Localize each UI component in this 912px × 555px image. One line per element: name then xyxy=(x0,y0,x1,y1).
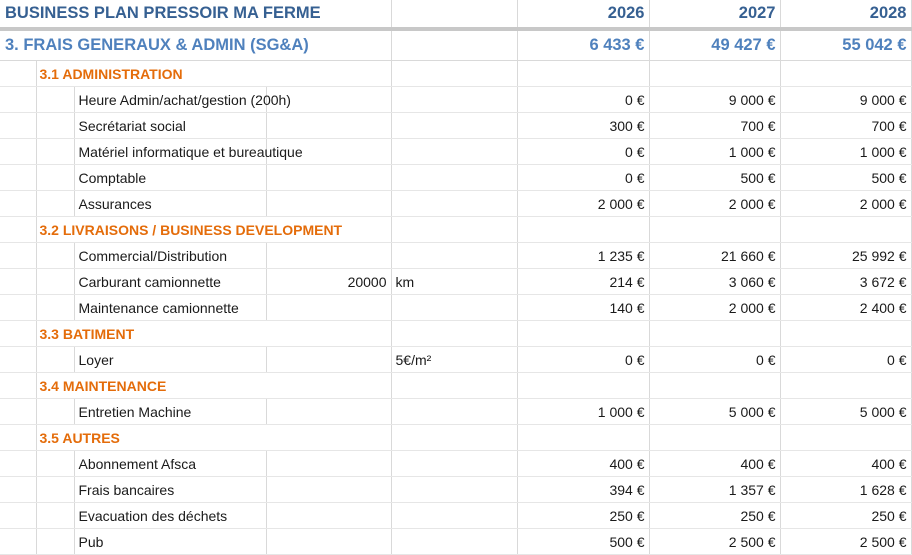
item-value-2027[interactable]: 3 060 € xyxy=(649,269,780,295)
item-row xyxy=(0,139,911,165)
item-value-2027[interactable]: 5 000 € xyxy=(649,399,780,425)
item-value-2028[interactable]: 2 400 € xyxy=(780,295,911,321)
item-value-2027[interactable]: 21 660 € xyxy=(649,243,780,269)
header-empty-cell[interactable] xyxy=(391,0,517,29)
item-value-2026[interactable]: 1 000 € xyxy=(517,399,649,425)
item-label[interactable]: Secrétariat social xyxy=(74,113,266,139)
item-value-2028[interactable]: 400 € xyxy=(780,451,911,477)
year-2027-header[interactable]: 2027 xyxy=(649,0,780,29)
item-unit[interactable]: km xyxy=(391,269,517,295)
indent-cell[interactable] xyxy=(36,269,74,295)
indent-cell[interactable] xyxy=(0,503,36,529)
empty-cell[interactable] xyxy=(780,61,911,87)
item-unit[interactable] xyxy=(391,477,517,503)
empty-cell[interactable] xyxy=(649,61,780,87)
indent-cell[interactable] xyxy=(0,139,36,165)
indent-cell[interactable] xyxy=(36,451,74,477)
item-quantity[interactable]: 20000 xyxy=(266,269,391,295)
item-unit[interactable] xyxy=(391,399,517,425)
item-label[interactable]: Matériel informatique et bureautique xyxy=(74,139,266,165)
item-row xyxy=(0,347,911,373)
item-value-2028[interactable]: 2 500 € xyxy=(780,529,911,555)
item-value-2028[interactable]: 5 000 € xyxy=(780,399,911,425)
empty-cell[interactable] xyxy=(517,61,649,87)
empty-cell[interactable] xyxy=(391,425,517,451)
item-quantity[interactable] xyxy=(266,503,391,529)
item-value-2026[interactable]: 300 € xyxy=(517,113,649,139)
indent-cell[interactable] xyxy=(36,243,74,269)
item-value-2026[interactable]: 394 € xyxy=(517,477,649,503)
item-row xyxy=(0,399,911,425)
empty-cell[interactable] xyxy=(649,321,780,347)
empty-cell[interactable] xyxy=(649,217,780,243)
indent-cell[interactable] xyxy=(0,87,36,113)
indent-cell[interactable] xyxy=(36,87,74,113)
item-unit[interactable] xyxy=(391,139,517,165)
item-quantity[interactable] xyxy=(266,529,391,555)
section-row xyxy=(0,217,911,243)
section-label[interactable]: 3.5 AUTRES xyxy=(36,425,391,451)
section-label[interactable]: 3.1 ADMINISTRATION xyxy=(36,61,391,87)
item-row xyxy=(0,295,911,321)
sheet-title[interactable]: BUSINESS PLAN PRESSOIR MA FERME xyxy=(0,0,391,29)
item-row xyxy=(0,165,911,191)
item-value-2027[interactable]: 500 € xyxy=(649,165,780,191)
section-label[interactable]: 3.3 BATIMENT xyxy=(36,321,391,347)
empty-cell[interactable] xyxy=(517,373,649,399)
indent-cell[interactable] xyxy=(0,191,36,217)
item-label[interactable]: Commercial/Distribution xyxy=(74,243,266,269)
indent-cell[interactable] xyxy=(36,191,74,217)
item-quantity[interactable] xyxy=(266,191,391,217)
item-value-2026[interactable]: 0 € xyxy=(517,87,649,113)
total-2027[interactable]: 49 427 € xyxy=(649,29,780,61)
item-label[interactable]: Maintenance camionnette xyxy=(74,295,266,321)
total-2028[interactable]: 55 042 € xyxy=(780,29,911,61)
indent-cell[interactable] xyxy=(0,269,36,295)
total-2026[interactable]: 6 433 € xyxy=(517,29,649,61)
empty-cell[interactable] xyxy=(391,61,517,87)
empty-cell[interactable] xyxy=(780,217,911,243)
item-quantity[interactable] xyxy=(266,399,391,425)
indent-cell[interactable] xyxy=(36,399,74,425)
indent-cell[interactable] xyxy=(0,113,36,139)
header-row xyxy=(0,0,911,29)
indent-cell[interactable] xyxy=(36,529,74,555)
item-unit[interactable] xyxy=(391,87,517,113)
indent-cell[interactable] xyxy=(0,477,36,503)
item-value-2026[interactable]: 250 € xyxy=(517,503,649,529)
item-value-2027[interactable]: 9 000 € xyxy=(649,87,780,113)
item-unit[interactable] xyxy=(391,503,517,529)
empty-cell[interactable] xyxy=(517,217,649,243)
item-label[interactable]: Carburant camionnette xyxy=(74,269,266,295)
item-label[interactable]: Heure Admin/achat/gestion (200h) xyxy=(74,87,266,113)
indent-cell[interactable] xyxy=(36,165,74,191)
item-value-2027[interactable]: 2 500 € xyxy=(649,529,780,555)
item-value-2027[interactable]: 1 357 € xyxy=(649,477,780,503)
total-label[interactable]: 3. FRAIS GENERAUX & ADMIN (SG&A) xyxy=(0,29,391,61)
item-value-2026[interactable]: 0 € xyxy=(517,347,649,373)
item-value-2028[interactable]: 1 000 € xyxy=(780,139,911,165)
item-value-2027[interactable]: 1 000 € xyxy=(649,139,780,165)
item-label[interactable]: Pub xyxy=(74,529,266,555)
item-label[interactable]: Evacuation des déchets xyxy=(74,503,266,529)
item-row xyxy=(0,113,911,139)
item-quantity[interactable] xyxy=(266,295,391,321)
section-label[interactable]: 3.2 LIVRAISONS / BUSINESS DEVELOPMENT xyxy=(36,217,391,243)
item-quantity[interactable] xyxy=(266,243,391,269)
indent-cell[interactable] xyxy=(36,347,74,373)
indent-cell[interactable] xyxy=(0,399,36,425)
item-unit[interactable]: 5€/m² xyxy=(391,347,517,373)
item-value-2027[interactable]: 2 000 € xyxy=(649,295,780,321)
item-value-2026[interactable]: 214 € xyxy=(517,269,649,295)
item-row xyxy=(0,503,911,529)
empty-cell[interactable] xyxy=(780,425,911,451)
section-row xyxy=(0,373,911,399)
item-value-2028[interactable]: 9 000 € xyxy=(780,87,911,113)
item-value-2028[interactable]: 3 672 € xyxy=(780,269,911,295)
indent-cell[interactable] xyxy=(0,451,36,477)
empty-cell[interactable] xyxy=(649,373,780,399)
section-row xyxy=(0,425,911,451)
item-unit[interactable] xyxy=(391,451,517,477)
item-unit[interactable] xyxy=(391,529,517,555)
indent-cell[interactable] xyxy=(0,373,36,399)
item-value-2026[interactable]: 0 € xyxy=(517,139,649,165)
item-quantity[interactable] xyxy=(266,113,391,139)
item-row xyxy=(0,87,911,113)
item-row xyxy=(0,529,911,555)
item-label[interactable]: Comptable xyxy=(74,165,266,191)
indent-cell[interactable] xyxy=(36,295,74,321)
item-value-2026[interactable]: 500 € xyxy=(517,529,649,555)
indent-cell[interactable] xyxy=(36,503,74,529)
item-value-2028[interactable]: 0 € xyxy=(780,347,911,373)
section-label[interactable]: 3.4 MAINTENANCE xyxy=(36,373,391,399)
indent-cell[interactable] xyxy=(0,165,36,191)
item-label[interactable]: Assurances xyxy=(74,191,266,217)
item-label[interactable]: Frais bancaires xyxy=(74,477,266,503)
item-value-2026[interactable]: 140 € xyxy=(517,295,649,321)
year-2028-header[interactable]: 2028 xyxy=(780,0,911,29)
item-value-2026[interactable]: 400 € xyxy=(517,451,649,477)
total-empty-cell[interactable] xyxy=(391,29,517,61)
item-row xyxy=(0,269,911,295)
item-value-2027[interactable]: 700 € xyxy=(649,113,780,139)
item-value-2028[interactable]: 2 000 € xyxy=(780,191,911,217)
year-2026-header[interactable]: 2026 xyxy=(517,0,649,29)
indent-cell[interactable] xyxy=(0,425,36,451)
indent-cell[interactable] xyxy=(0,217,36,243)
item-unit[interactable] xyxy=(391,165,517,191)
indent-cell[interactable] xyxy=(36,113,74,139)
item-unit[interactable] xyxy=(391,295,517,321)
indent-cell[interactable] xyxy=(0,321,36,347)
section-row xyxy=(0,321,911,347)
item-row xyxy=(0,191,911,217)
item-unit[interactable] xyxy=(391,243,517,269)
item-quantity[interactable] xyxy=(266,165,391,191)
indent-cell[interactable] xyxy=(0,243,36,269)
item-value-2027[interactable]: 0 € xyxy=(649,347,780,373)
item-row xyxy=(0,243,911,269)
indent-cell[interactable] xyxy=(0,347,36,373)
item-unit[interactable] xyxy=(391,191,517,217)
section-row xyxy=(0,61,911,87)
indent-cell[interactable] xyxy=(0,295,36,321)
empty-cell[interactable] xyxy=(780,321,911,347)
empty-cell[interactable] xyxy=(780,373,911,399)
empty-cell[interactable] xyxy=(517,425,649,451)
item-value-2026[interactable]: 1 235 € xyxy=(517,243,649,269)
item-quantity[interactable] xyxy=(266,477,391,503)
item-row xyxy=(0,451,911,477)
item-quantity[interactable] xyxy=(266,451,391,477)
item-value-2027[interactable]: 250 € xyxy=(649,503,780,529)
item-value-2027[interactable]: 400 € xyxy=(649,451,780,477)
item-label[interactable]: Abonnement Afsca xyxy=(74,451,266,477)
empty-cell[interactable] xyxy=(517,321,649,347)
item-value-2027[interactable]: 2 000 € xyxy=(649,191,780,217)
empty-cell[interactable] xyxy=(391,373,517,399)
item-value-2028[interactable]: 1 628 € xyxy=(780,477,911,503)
item-value-2028[interactable]: 25 992 € xyxy=(780,243,911,269)
indent-cell[interactable] xyxy=(0,61,36,87)
empty-cell[interactable] xyxy=(391,321,517,347)
total-row xyxy=(0,29,911,61)
item-label[interactable]: Loyer xyxy=(74,347,266,373)
indent-cell[interactable] xyxy=(36,139,74,165)
empty-cell[interactable] xyxy=(649,425,780,451)
item-value-2028[interactable]: 700 € xyxy=(780,113,911,139)
item-quantity[interactable] xyxy=(266,347,391,373)
item-row xyxy=(0,477,911,503)
indent-cell[interactable] xyxy=(36,477,74,503)
item-unit[interactable] xyxy=(391,113,517,139)
indent-cell[interactable] xyxy=(0,529,36,555)
item-value-2028[interactable]: 250 € xyxy=(780,503,911,529)
empty-cell[interactable] xyxy=(391,217,517,243)
item-value-2028[interactable]: 500 € xyxy=(780,165,911,191)
item-label[interactable]: Entretien Machine xyxy=(74,399,266,425)
item-value-2026[interactable]: 0 € xyxy=(517,165,649,191)
item-value-2026[interactable]: 2 000 € xyxy=(517,191,649,217)
